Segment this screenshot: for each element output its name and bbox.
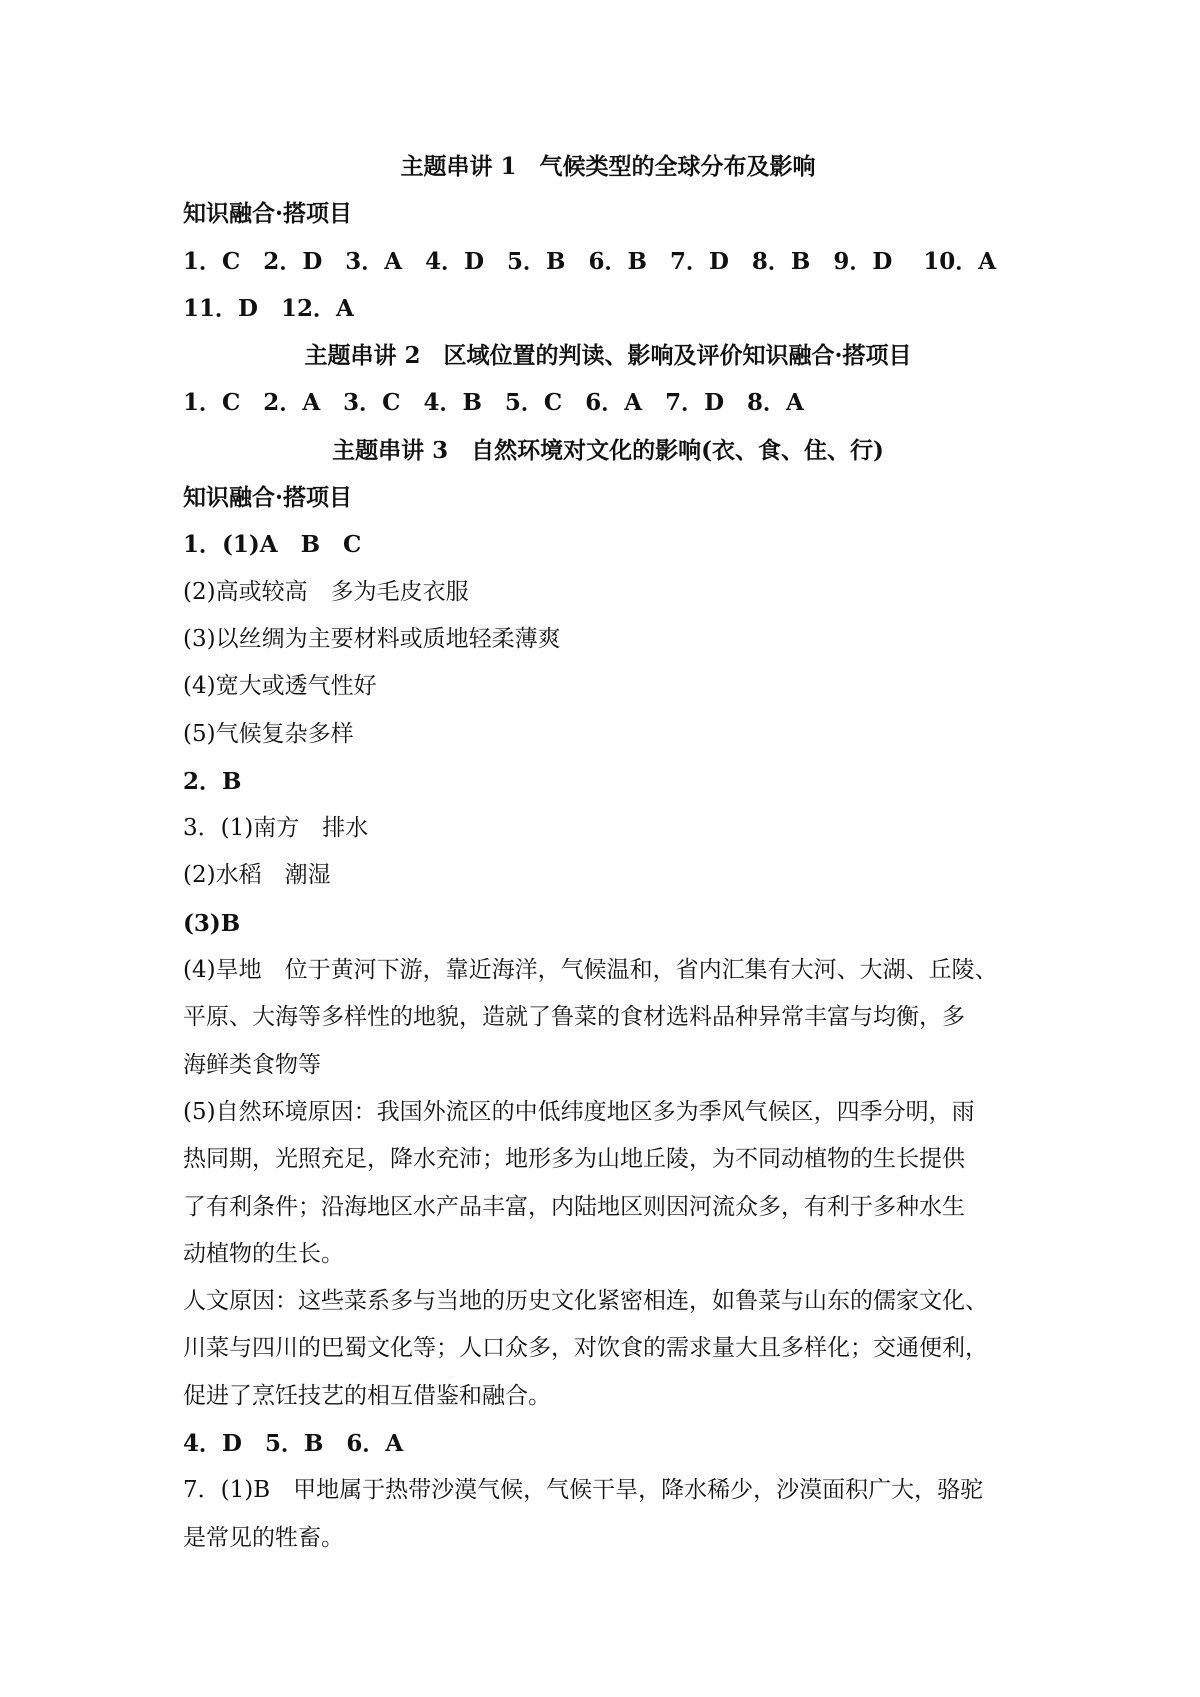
paragraph-line: 7．(1)B 甲地属于热带沙漠气候，气候干旱，降水稀少，沙漠面积广大，骆驼 <box>183 1477 984 1504</box>
paragraph-line: (4)旱地 位于黄河下游，靠近海洋，气候温和，省内汇集有大河、大湖、丘陵、 <box>183 957 998 984</box>
section-title-1: 主题串讲 1 气候类型的全球分布及影响 <box>400 153 816 180</box>
paragraph-line: 促进了烹饪技艺的相互借鉴和融合。 <box>183 1382 551 1409</box>
answer-line: (5)气候复杂多样 <box>183 720 354 747</box>
answer-line: (2)水稻 潮湿 <box>183 862 331 889</box>
paragraph-line: (5)自然环境原因：我国外流区的中低纬度地区多为季风气候区，四季分明，雨 <box>183 1098 975 1125</box>
answer-line: (2)高或较高 多为毛皮衣服 <box>183 578 469 605</box>
answer-sheet <box>183 143 1033 1562</box>
paragraph-line: 人文原因：这些菜系多与当地的历史文化紧密相连，如鲁菜与山东的儒家文化、 <box>183 1288 988 1315</box>
paragraph-line: 热同期，光照充足，降水充沛；地形多为山地丘陵，为不同动植物的生长提供 <box>183 1146 965 1173</box>
answer-line: 1．(1)A B C <box>183 531 362 559</box>
section-title-3: 主题串讲 3 自然环境对文化的影响(衣、食、住、行) <box>332 436 884 464</box>
paragraph-line: 海鲜类食物等 <box>183 1051 321 1078</box>
answer-line: 2．B <box>183 767 242 795</box>
answer-row: 4．D 5．B 6．A <box>183 1430 404 1458</box>
paragraph-line: 是常见的牲畜。 <box>183 1524 344 1551</box>
answer-line: (4)宽大或透气性好 <box>183 673 377 700</box>
subheading: 知识融合·搭项目 <box>183 200 353 228</box>
answer-line: 3．(1)南方 排水 <box>183 815 369 842</box>
paragraph-line: 动植物的生长。 <box>183 1240 344 1267</box>
paragraph-line: 了有利条件；沿海地区水产品丰富，内陆地区则因河流众多，有利于多种水生 <box>183 1193 965 1220</box>
answer-row: 1．C 2．D 3．A 4．D 5．B 6．B 7．D 8．B 9．D 10．A <box>183 247 997 275</box>
answer-row: 11．D 12．A <box>183 294 354 322</box>
answer-line: (3)B <box>183 909 241 937</box>
section-title-2: 主题串讲 2 区域位置的判读、影响及评价知识融合·搭项目 <box>304 342 912 370</box>
paragraph-line: 川菜与四川的巴蜀文化等；人口众多，对饮食的需求量大且多样化；交通便利， <box>183 1335 988 1362</box>
subheading: 知识融合·搭项目 <box>183 484 353 512</box>
paragraph-line: 平原、大海等多样性的地貌，造就了鲁菜的食材选料品种异常丰富与均衡，多 <box>183 1004 965 1031</box>
answer-row: 1．C 2．A 3．C 4．B 5．C 6．A 7．D 8．A <box>183 389 804 417</box>
answer-line: (3)以丝绸为主要材料或质地轻柔薄爽 <box>183 625 561 652</box>
